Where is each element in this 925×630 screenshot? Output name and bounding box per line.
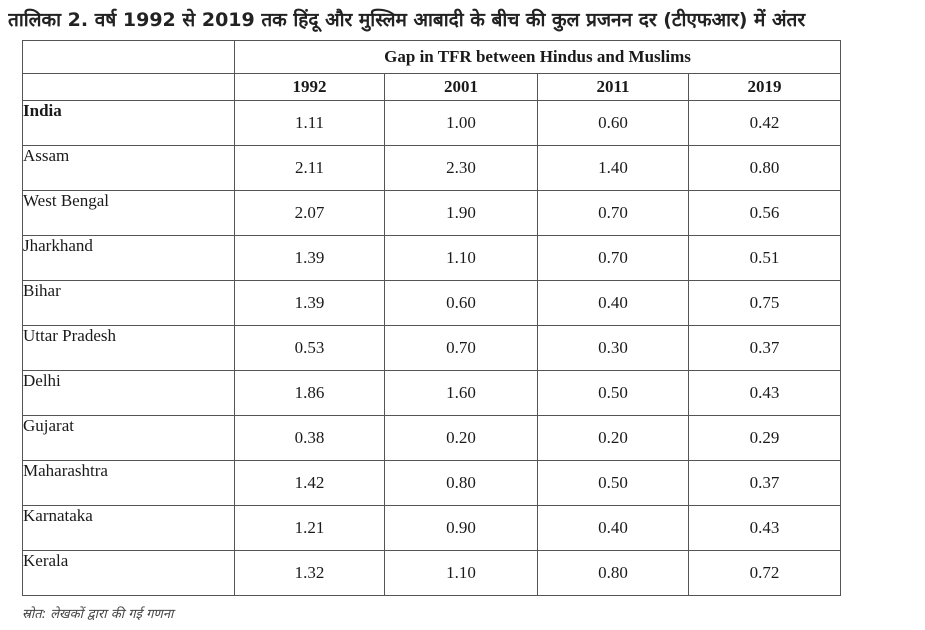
state-name: West Bengal — [23, 191, 235, 236]
tfr-gap-value: 0.37 — [689, 461, 841, 506]
tfr-gap-value: 0.80 — [689, 146, 841, 191]
tfr-gap-value: 0.90 — [385, 506, 538, 551]
tfr-gap-value: 2.07 — [235, 191, 385, 236]
tfr-gap-value: 0.38 — [235, 416, 385, 461]
state-name: Gujarat — [23, 416, 235, 461]
year-header: 2019 — [689, 74, 841, 101]
tfr-gap-value: 1.21 — [235, 506, 385, 551]
state-name: Bihar — [23, 281, 235, 326]
table-row — [23, 281, 841, 326]
tfr-gap-value: 0.40 — [538, 281, 689, 326]
tfr-gap-value: 1.00 — [385, 101, 538, 146]
table-title: तालिका 2. वर्ष 1992 से 2019 तक हिंदू और मुस्लिम आबादी के बीच की कुल प्रजनन दर (टीएफआर) में अंतर — [8, 9, 806, 31]
tfr-gap-value: 0.51 — [689, 236, 841, 281]
table-row — [23, 416, 841, 461]
state-name: Delhi — [23, 371, 235, 416]
tfr-gap-value: 1.60 — [385, 371, 538, 416]
tfr-gap-value: 0.50 — [538, 371, 689, 416]
year-header: 2001 — [385, 74, 538, 101]
tfr-gap-value: 0.75 — [689, 281, 841, 326]
tfr-gap-value: 1.40 — [538, 146, 689, 191]
table-row — [23, 101, 841, 146]
year-blank-cell — [23, 74, 235, 101]
tfr-gap-value: 0.60 — [385, 281, 538, 326]
tfr-gap-value: 0.37 — [689, 326, 841, 371]
tfr-gap-value: 1.90 — [385, 191, 538, 236]
state-name: Jharkhand — [23, 236, 235, 281]
source-note: स्रोत: लेखकों द्वारा की गई गणना — [22, 607, 174, 622]
state-name: Kerala — [23, 551, 235, 596]
tfr-gap-value: 1.10 — [385, 551, 538, 596]
tfr-gap-value: 1.32 — [235, 551, 385, 596]
tfr-gap-value: 0.53 — [235, 326, 385, 371]
table-row — [23, 146, 841, 191]
tfr-gap-value: 0.42 — [689, 101, 841, 146]
tfr-gap-value: 0.50 — [538, 461, 689, 506]
state-name: Karnataka — [23, 506, 235, 551]
tfr-gap-value: 0.70 — [385, 326, 538, 371]
tfr-gap-value: 1.11 — [235, 101, 385, 146]
state-name: India — [23, 101, 235, 146]
table-row — [23, 326, 841, 371]
tfr-gap-value: 0.20 — [538, 416, 689, 461]
table-row — [23, 371, 841, 416]
year-header: 1992 — [235, 74, 385, 101]
table-row — [23, 236, 841, 281]
tfr-gap-value: 0.40 — [538, 506, 689, 551]
tfr-gap-value: 1.39 — [235, 236, 385, 281]
tfr-gap-value: 0.30 — [538, 326, 689, 371]
year-header: 2011 — [538, 74, 689, 101]
tfr-gap-value: 0.70 — [538, 236, 689, 281]
tfr-gap-value: 0.80 — [385, 461, 538, 506]
tfr-gap-value: 0.72 — [689, 551, 841, 596]
tfr-gap-value: 1.39 — [235, 281, 385, 326]
header-blank-cell — [23, 41, 235, 74]
tfr-gap-value: 1.10 — [385, 236, 538, 281]
tfr-gap-value: 0.29 — [689, 416, 841, 461]
state-name: Uttar Pradesh — [23, 326, 235, 371]
table-header-row — [23, 41, 841, 74]
tfr-gap-value: 0.70 — [538, 191, 689, 236]
tfr-gap-value: 1.86 — [235, 371, 385, 416]
tfr-gap-value: 0.20 — [385, 416, 538, 461]
tfr-gap-table — [22, 40, 841, 596]
tfr-gap-value: 1.42 — [235, 461, 385, 506]
table-row — [23, 506, 841, 551]
table-row — [23, 191, 841, 236]
tfr-gap-value: 2.30 — [385, 146, 538, 191]
tfr-gap-value: 0.56 — [689, 191, 841, 236]
table-row — [23, 551, 841, 596]
tfr-gap-value: 0.43 — [689, 371, 841, 416]
table-group-header: Gap in TFR between Hindus and Muslims — [235, 41, 841, 74]
tfr-gap-value: 0.80 — [538, 551, 689, 596]
tfr-gap-value: 2.11 — [235, 146, 385, 191]
state-name: Maharashtra — [23, 461, 235, 506]
table-row — [23, 461, 841, 506]
tfr-gap-value: 0.43 — [689, 506, 841, 551]
year-header-row — [23, 74, 841, 101]
state-name: Assam — [23, 146, 235, 191]
tfr-gap-value: 0.60 — [538, 101, 689, 146]
